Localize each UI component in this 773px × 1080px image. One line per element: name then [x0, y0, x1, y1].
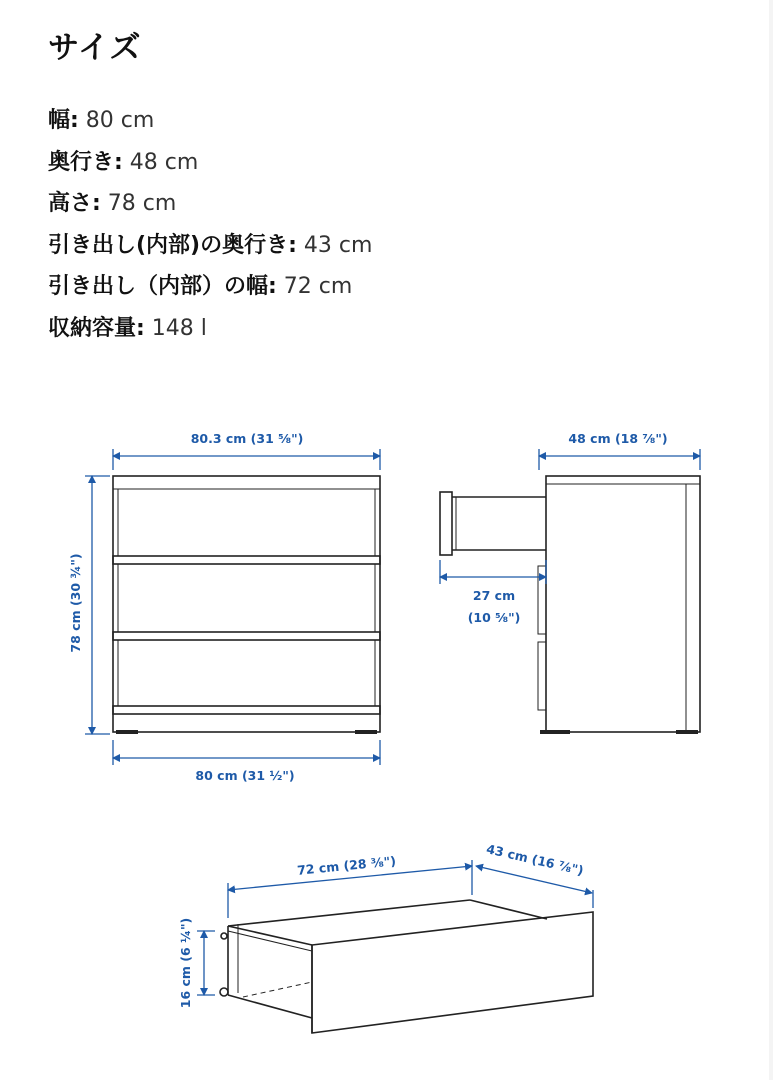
front-height-dimension	[68, 476, 110, 734]
spec-label: 高さ:	[48, 191, 101, 216]
front-width-bottom-label: 80 cm (31 ½")	[195, 768, 295, 783]
drawer-height-dimension	[178, 918, 215, 1008]
spec-value: 80 cm	[78, 108, 155, 133]
spec-value: 43 cm	[296, 232, 373, 258]
drawer-extension-cm-label: 27 cm	[472, 588, 516, 603]
drawer-depth-dimension	[476, 841, 593, 908]
spec-label: 引き出し（内部）の幅:	[48, 274, 277, 299]
front-width-bottom-dimension	[113, 740, 380, 783]
front-view-drawing	[113, 476, 380, 734]
front-height-label: 78 cm (30 ¾")	[68, 553, 83, 653]
drawer-width-dimension	[228, 853, 472, 918]
spec-label: 収納容量:	[48, 315, 145, 341]
side-depth-dimension	[539, 431, 700, 470]
side-depth-label: 48 cm (18 ⅞")	[568, 431, 668, 446]
side-view-drawing	[440, 476, 700, 734]
drawer-extension-dimension	[440, 560, 546, 625]
drawer-extension-in-label: (10 ⅝")	[467, 610, 521, 625]
spec-value: 48 cm	[122, 149, 199, 175]
spec-value: 72 cm	[276, 274, 353, 299]
spec-label: 幅:	[48, 108, 79, 133]
spec-value: 148 l	[144, 315, 207, 341]
section-title: サイズ	[48, 30, 142, 66]
drawer-drawing	[220, 900, 593, 1033]
front-width-top-label: 80.3 cm (31 ⅝")	[190, 431, 304, 446]
drawer-depth-label: 43 cm (16 ⅞")	[485, 841, 586, 879]
drawer-height-label: 16 cm (6 ¼")	[178, 917, 193, 1009]
spec-label: 引き出し(内部)の奥行き:	[48, 232, 297, 258]
spec-value: 78 cm	[100, 191, 177, 216]
spec-label: 奥行き:	[48, 149, 123, 175]
drawer-width-label: 72 cm (28 ⅜")	[296, 853, 397, 878]
front-width-top-dimension	[113, 431, 380, 470]
